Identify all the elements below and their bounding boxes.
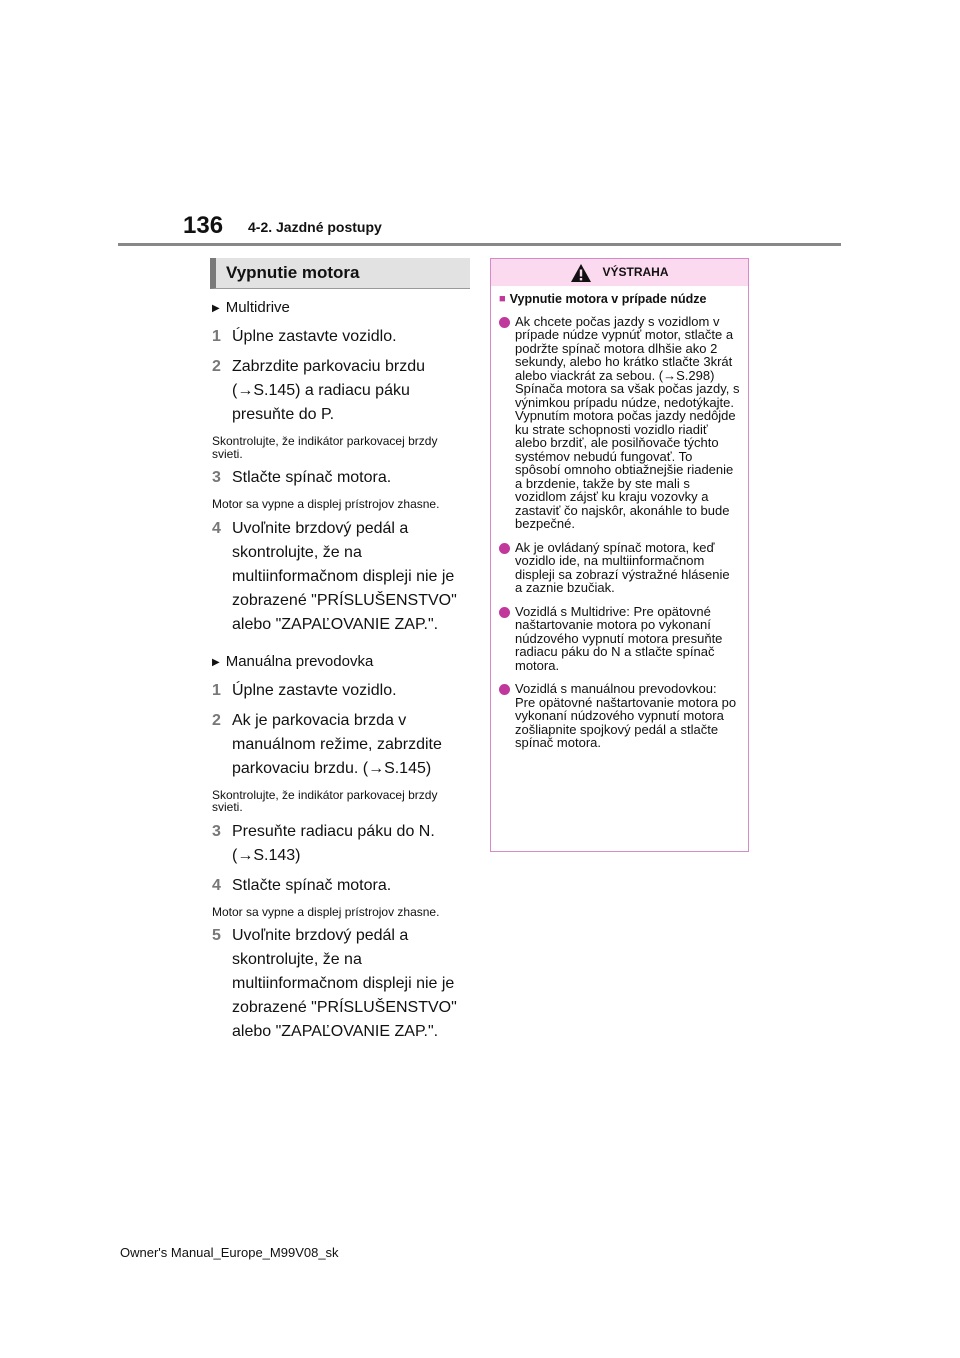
- mode-manual: [212, 651, 470, 673]
- manual-steps: [212, 679, 470, 1045]
- step: [212, 466, 470, 490]
- step-text: Stlačte spínač motora.: [232, 469, 392, 486]
- step-text: Ak je parkovacia brzda v manuálnom režime, zabrzdite parkovaciu brzdu. (→S.145): [232, 711, 442, 777]
- step: [212, 820, 470, 868]
- step-number: 3: [212, 822, 221, 840]
- warning-triangle-icon: [570, 263, 592, 283]
- step-number: 4: [212, 519, 221, 537]
- step: [212, 517, 470, 637]
- step-note: Skontrolujte, že indikátor parkovacej brzdy svieti.: [212, 787, 438, 814]
- warning-items: [499, 315, 740, 750]
- step-number: 5: [212, 927, 221, 944]
- step-number: 2: [212, 358, 221, 375]
- warning-item-text: Vozidlá s manuálnou prevodovkou: Pre opätovné naštartovanie motora po vykonaní núdzového vypnutí motora zošliapnite spojkový pedál a stlačte spínač motora.: [515, 681, 737, 750]
- warning-item-text: Ak je ovládaný spínač motora, keď vozidlo ide, na multiinformačnom displeji sa zobrazí výstražné hlásenie a zaznie bzučiak.: [515, 539, 730, 595]
- mode-label: Multidrive: [225, 299, 290, 316]
- step: [212, 325, 470, 349]
- warning-body: [491, 286, 748, 750]
- warning-item-text: Vozidlá s Multidrive: Pre opätovné naštartovanie motora po vykonaní núdzového vypnutí motora presuňte radiacu páku do N a stlačte spínač motora.: [515, 603, 723, 673]
- warning-item: [499, 315, 740, 531]
- warning-item: [499, 541, 740, 595]
- step: [212, 355, 470, 427]
- bullet-icon: [499, 607, 510, 618]
- bullet-icon: [499, 543, 510, 554]
- step-number: 2: [212, 711, 221, 729]
- footer-text: Owner's Manual_Europe_M99V08_sk: [120, 1245, 339, 1260]
- step-number: 1: [212, 681, 221, 699]
- warning-header: [491, 259, 748, 286]
- step-text: Uvoľnite brzdový pedál a skontrolujte, že na multiinformačnom displeji nie je zobrazené "PRÍSLUŠENSTVO" alebo "ZAPAĽOVANIE ZAP.".: [232, 927, 457, 1040]
- step-text: Uvoľnite brzdový pedál a skontrolujte, že na multiinformačnom displeji nie je zobrazené "PRÍSLUŠENSTVO" alebo "ZAPAĽOVANIE ZAP.".: [232, 519, 457, 633]
- step: [212, 679, 470, 703]
- warning-box: [490, 258, 749, 852]
- warning-item-text: Ak chcete počas jazdy s vozidlom v prípade núdze vypnúť motor, stlačte a podržte spínač motora dlhšie ako 2 sekundy, alebo ho krátko stlačte 3krát alebo viackrát za sebou. (→S.298) Spínača motora sa však počas jazdy, s výnimkou prípadu núdze, nedotýkajte. Vypnutím motora počas jazdy nedôjde ku strate schopnosti vozidlo riadiť alebo brzdiť, ale posilňovače týchto systémov nebudú fungovať. To spôsobí omnoho obtiažnejšie riadenie a brzdenie, takže by ste mali s vozidlom zájsť ku kraju vozovky a zastaviť čo najskôr, akonáhle to bude bezpečné.: [515, 313, 740, 531]
- step: [212, 709, 470, 781]
- step-number: 3: [212, 469, 221, 486]
- bullet-icon: [499, 317, 510, 328]
- step-note: Skontrolujte, že indikátor parkovacej brzdy svieti.: [212, 434, 438, 461]
- step: [212, 874, 470, 898]
- header-divider: [118, 243, 841, 246]
- warning-subheading: [499, 293, 740, 307]
- step-text: Úplne zastavte vozidlo.: [232, 328, 397, 345]
- triangle-right-icon: ▶: [212, 303, 220, 314]
- mode-multidrive: [212, 297, 470, 319]
- step-text: Stlačte spínač motora.: [232, 876, 392, 894]
- step-text: Presuňte radiacu páku do N. (→S.143): [232, 822, 435, 864]
- step-text: Úplne zastavte vozidlo.: [232, 681, 397, 699]
- mode-label: Manuálna prevodovka: [225, 652, 374, 670]
- warning-item: [499, 682, 740, 750]
- section-heading: Vypnutie motora: [210, 258, 470, 289]
- section-title: 4-2. Jazdné postupy: [248, 219, 382, 235]
- step-text: Zabrzdite parkovaciu brzdu (→S.145) a radiacu páku presuňte do P.: [232, 358, 425, 423]
- instructions: [210, 297, 470, 1044]
- square-bullet-icon: ■: [499, 293, 506, 305]
- step: [212, 924, 470, 1044]
- warning-title: VÝSTRAHA: [602, 264, 669, 279]
- warning-subheading-text: Vypnutie motora v prípade núdze: [509, 292, 707, 306]
- page-number: 136: [183, 212, 224, 239]
- main-column: [210, 258, 470, 1044]
- triangle-right-icon: ▶: [212, 656, 220, 668]
- multidrive-steps: [212, 325, 470, 637]
- step-note: Motor sa vypne a displej prístrojov zhasne.: [212, 497, 440, 511]
- bullet-icon: [499, 684, 510, 695]
- step-number: 4: [212, 876, 221, 894]
- warning-item: [499, 605, 740, 673]
- step-note: Motor sa vypne a displej prístrojov zhasne.: [212, 904, 440, 919]
- step-number: 1: [212, 328, 221, 345]
